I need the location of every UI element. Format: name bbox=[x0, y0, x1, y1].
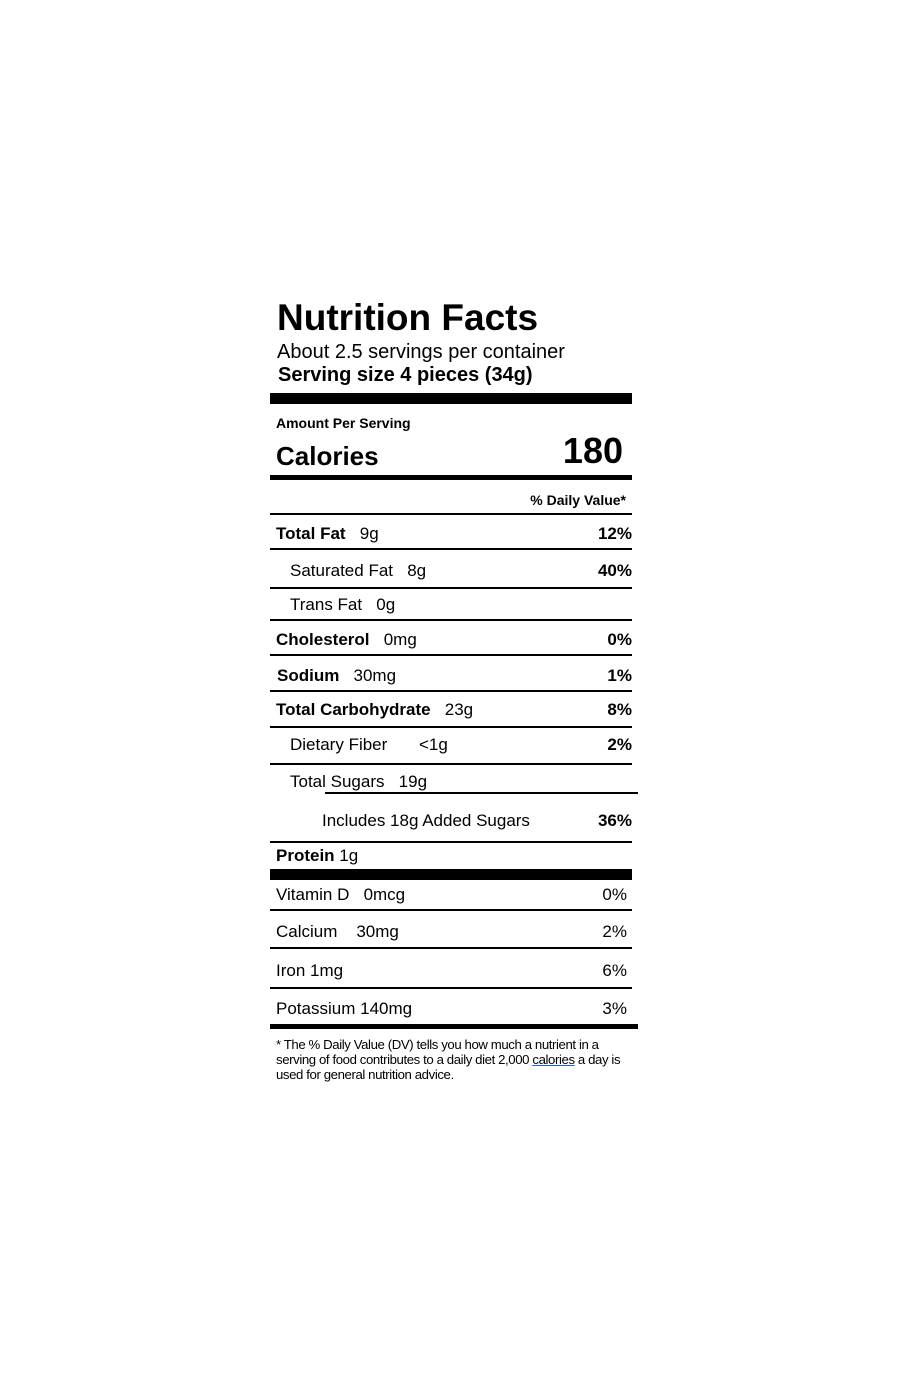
nutrient-row-added-sugars bbox=[270, 811, 632, 841]
divider bbox=[270, 654, 632, 656]
nutrient-amount: 23g bbox=[444, 700, 474, 719]
nutrient-amount: 1g bbox=[339, 846, 359, 865]
nutrient-dv: 36% bbox=[597, 811, 632, 830]
calories-label: Calories bbox=[276, 441, 379, 471]
vitamin-amount: 30mg bbox=[356, 922, 399, 941]
medium-divider bbox=[270, 1024, 638, 1029]
vitamin-name: Potassium bbox=[276, 999, 356, 1018]
nutrient-amount: 0mg bbox=[383, 630, 417, 649]
nutrient-name: Protein bbox=[276, 846, 335, 865]
nutrient-name: Sodium bbox=[277, 666, 340, 685]
vitamin-dv: 2% bbox=[602, 922, 627, 941]
vitamin-amount: 0mcg bbox=[363, 885, 406, 904]
nutrient-dv: 2% bbox=[607, 735, 632, 754]
nutrient-amount: 19g bbox=[398, 772, 428, 791]
nutrient-amount: 8g bbox=[407, 561, 427, 580]
divider bbox=[270, 726, 632, 728]
medium-divider bbox=[270, 475, 632, 480]
footnote-text: * The % Daily Value (DV) tells you how much a nutrient in a serving of food contributes to a daily diet 2,000 bbox=[276, 1037, 599, 1067]
divider bbox=[270, 690, 632, 692]
nutrient-name: Total Carbohydrate bbox=[276, 700, 431, 719]
vitamin-dv: 6% bbox=[602, 961, 627, 980]
divider bbox=[270, 947, 632, 949]
vitamin-dv: 0% bbox=[602, 885, 627, 904]
nutrient-dv: 12% bbox=[597, 524, 632, 543]
nutrient-amount: 0g bbox=[376, 595, 396, 614]
nutrient-name: Total Sugars bbox=[290, 772, 385, 791]
nutrient-amount: 30mg bbox=[353, 666, 397, 685]
divider bbox=[270, 513, 632, 515]
thick-divider bbox=[270, 869, 632, 880]
divider bbox=[270, 619, 632, 621]
divider bbox=[270, 587, 632, 589]
vitamin-name: Calcium bbox=[276, 922, 338, 941]
nutrient-dv: 0% bbox=[607, 630, 632, 649]
divider bbox=[270, 909, 632, 911]
nutrient-dv: 1% bbox=[607, 666, 632, 685]
vitamin-name: Vitamin D bbox=[276, 885, 350, 904]
footnote-text-end: a day is used for general nutrition advice. bbox=[276, 1052, 621, 1082]
vitamin-dv: 3% bbox=[602, 999, 627, 1018]
divider bbox=[270, 987, 632, 989]
divider bbox=[270, 841, 632, 843]
vitamin-amount: 140mg bbox=[360, 999, 413, 1018]
daily-value-footnote bbox=[276, 1037, 632, 1082]
vitamin-name: Iron bbox=[276, 961, 306, 980]
label-title: Nutrition Facts bbox=[277, 297, 539, 338]
amount-per-serving: Amount Per Serving bbox=[276, 415, 411, 431]
divider bbox=[270, 763, 632, 765]
nutrient-dv: 8% bbox=[607, 700, 632, 719]
calories-value: 180 bbox=[562, 430, 623, 471]
nutrient-dv: 40% bbox=[597, 561, 632, 580]
nutrient-name: Cholesterol bbox=[276, 630, 370, 649]
divider bbox=[270, 548, 632, 550]
serving-size: Serving size 4 pieces (34g) bbox=[278, 364, 533, 386]
vitamin-amount: 1mg bbox=[310, 961, 344, 980]
nutrient-name: Dietary Fiber bbox=[290, 735, 388, 754]
nutrient-row-total-sugars bbox=[270, 772, 632, 802]
nutrient-name: Trans Fat bbox=[290, 595, 363, 614]
nutrient-row-dietary-fiber bbox=[270, 735, 632, 765]
footnote-calories-link: calories bbox=[532, 1052, 575, 1067]
nutrient-name: Total Fat bbox=[276, 524, 346, 543]
nutrient-name: Saturated Fat bbox=[290, 561, 394, 580]
servings-per-container: About 2.5 servings per container bbox=[277, 341, 565, 363]
nutrient-amount: 9g bbox=[359, 524, 379, 543]
divider bbox=[325, 792, 638, 794]
thick-divider bbox=[270, 393, 632, 404]
nutrient-amount: <1g bbox=[419, 735, 448, 754]
daily-value-header: % Daily Value* bbox=[530, 492, 626, 508]
nutrient-name: Includes 18g Added Sugars bbox=[322, 811, 530, 830]
